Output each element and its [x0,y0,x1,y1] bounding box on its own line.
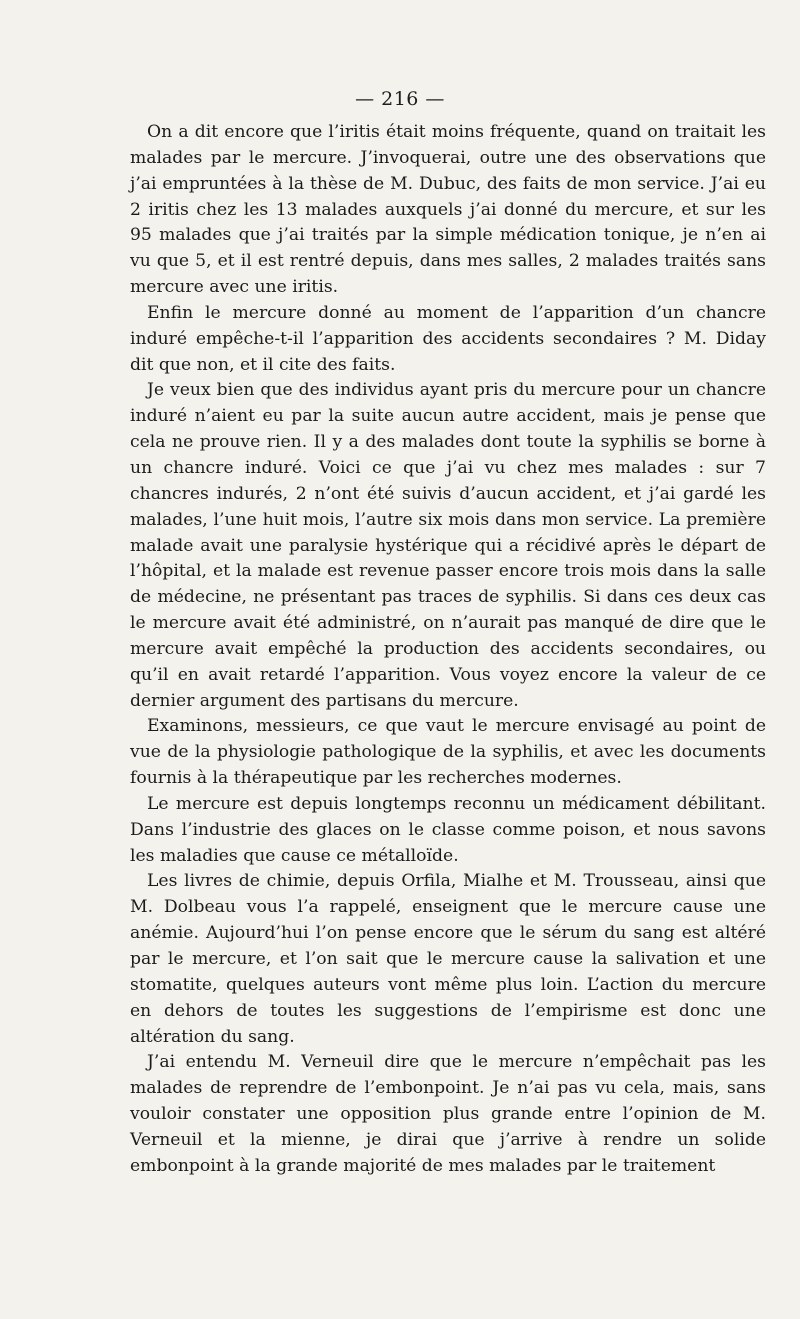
paragraph-anemia: Les livres de chimie, depuis Orfila, Mialhe et M. Trousseau, ainsi que M. Dolbeau vous l’a rappelé, enseignent que le mercure cause une anémie. Aujourd’hui l’on pense encore que le sérum du sang est altéré par le mercure, et l’on sait que le mercure cause la salivation et une stomatite, quelques auteurs vont même plus loin. L’action du mercure en dehors de toutes les suggestions de l’empirisme est donc une altération du sang. [130,871,766,1047]
paragraph-physiology: Examinons, messieurs, ce que vaut le mercure envisagé au point de vue de la physiologie pathologique de la syphilis, et avec les documents fournis à la thérapeutique par les recherches modernes. [130,716,766,789]
paragraph-debilitating: Le mercure est depuis longtemps reconnu un médicament débilitant. Dans l’industrie des glaces on le classe comme poison, et nous savons les maladies que cause ce métalloïde. [130,793,766,866]
paragraph-iritis: On a dit encore que l’iritis était moins fréquente, quand on traitait les malades par le mercure. J’invoquerai, outre une des observations que j’ai empruntées à la thèse de M. Dubuc, des faits de mon service. J’ai eu 2 iritis chez les 13 malades auxquels j’ai donné du mercure, et sur les 95 malades que j’ai traités par la simple médication tonique, je n’en ai vu que 5, et il est rentré depuis, dans mes salles, 2 malades traités sans mercure avec une iritis. [130,122,766,298]
paragraph-observations: Je veux bien que des individus ayant pris du mercure pour un chancre induré n’aient eu par la suite aucun autre accident, mais je pense que cela ne prouve rien. Il y a des malades dont toute la syphilis se borne à un chancre induré. Voici ce que j’ai vu chez mes malades : sur 7 chancres indurés, 2 n’ont été suivis d’aucun accident, et j’ai gardé les malades, l’une huit mois, l’autre six mois dans mon service. La première malade avait une paralysie hystérique qui a récidivé après le départ de l’hôpital, et la malade est revenue passer encore trois mois dans la salle de médecine, ne présentant pas traces de syphilis. Si dans ces deux cas le mercure avait été administré, on n’aurait pas manqué de dire que le mercure avait empêché la production des accidents secondaires, ou qu’il en avait retardé l’apparition. Vous voyez encore la valeur de ce dernier argument des partisans du mercure. [130,380,766,711]
body-text [130,120,766,1180]
paragraph-verneuil: J’ai entendu M. Verneuil dire que le mercure n’empêchait pas les malades de reprendre de l’embonpoint. Je n’ai pas vu cela, mais, sans vouloir constater une opposition plus grande entre l’opinion de M. Verneuil et la mienne, je dirai que j’arrive à rendre un solide embonpoint à la grande majorité de mes malades par le traitement [130,1052,766,1176]
page-number: — 216 — [355,88,445,110]
paragraph-chancre-question: Enfin le mercure donné au moment de l’apparition d’un chancre induré empêche-t-il l’apparition des accidents secondaires ? M. Diday dit que non, et il cite des faits. [130,302,766,375]
